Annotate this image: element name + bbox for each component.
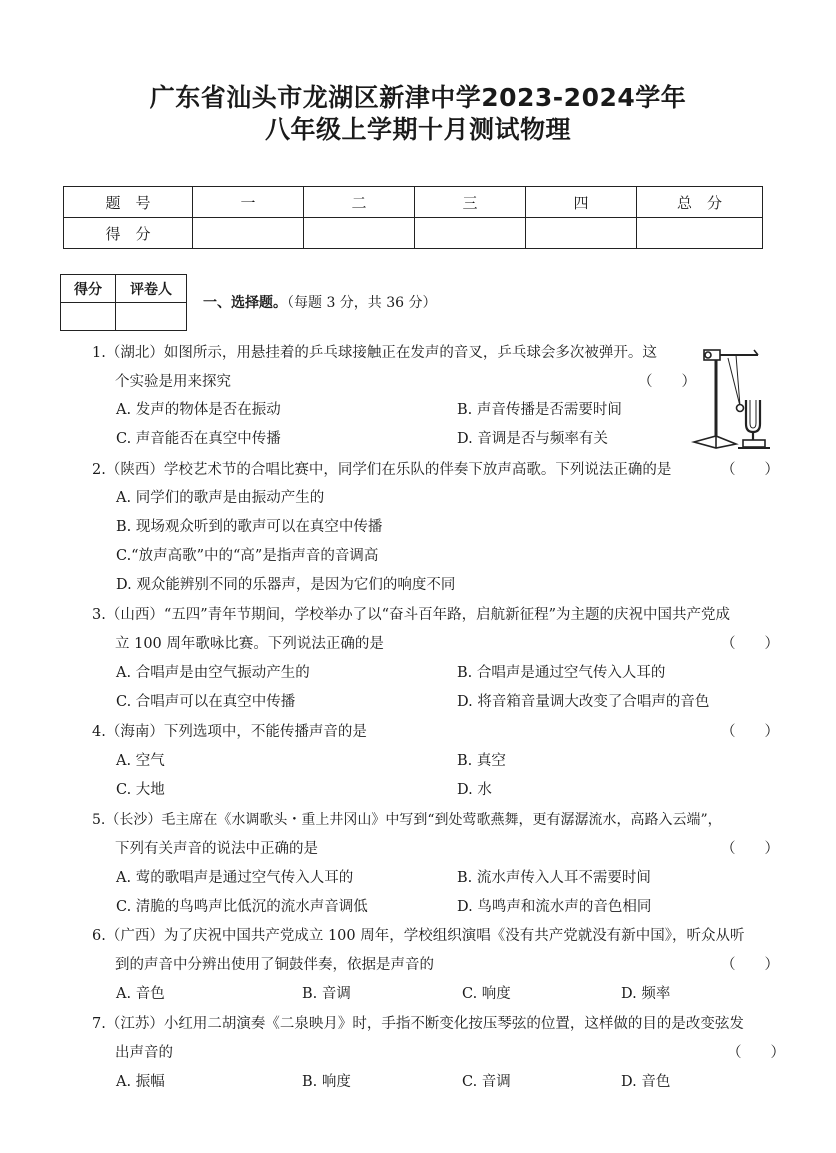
question-5-option-b[interactable]: B. 流水声传入人耳不需要时间: [457, 870, 651, 886]
question-3-option-b[interactable]: B. 合唱声是通过空气传入人耳的: [457, 665, 666, 681]
score-table-header-cell: 题 号: [64, 187, 193, 218]
question-7-option-c[interactable]: C. 音调: [462, 1074, 511, 1090]
score-table-header-cell: 一: [193, 187, 304, 218]
question-1-stem-line-2: 个实验是用来探究: [115, 374, 231, 390]
question-3-option-d[interactable]: D. 将音箱音量调大改变了合唱声的音色: [457, 694, 710, 710]
question-2-stem-line-1: 2.（陕西）学校艺术节的合唱比赛中，同学们在乐队的伴奏下放声高歌。下列说法正确的是: [92, 462, 672, 478]
question-4-stem-line-1: 4.（海南）下列选项中，不能传播声音的是: [92, 724, 367, 740]
question-1-option-c[interactable]: C. 声音能否在真空中传播: [116, 431, 281, 447]
score-entry-cell[interactable]: [637, 218, 763, 249]
tuning-fork-apparatus-figure: [688, 340, 788, 452]
question-4-answer-blank[interactable]: （ ）: [721, 724, 779, 740]
grader-box: [60, 274, 187, 331]
question-5-stem-line-2: 下列有关声音的说法中正确的是: [115, 841, 318, 857]
score-entry-cell[interactable]: [526, 218, 637, 249]
page-title-line-1: 广东省汕头市龙湖区新津中学2023-2024学年: [149, 83, 687, 112]
question-4-option-d[interactable]: D. 水: [457, 782, 492, 798]
score-entry-cell[interactable]: [304, 218, 415, 249]
question-5-option-d[interactable]: D. 鸟鸣声和流水声的音色相同: [457, 899, 652, 915]
question-6-option-b[interactable]: B. 音调: [302, 986, 351, 1002]
question-2-option-d[interactable]: D. 观众能辨别不同的乐器声，是因为它们的响度不同: [116, 577, 456, 593]
grader-box-grader-label: 评卷人: [116, 275, 187, 303]
question-6-option-d[interactable]: D. 频率: [621, 986, 671, 1002]
question-4-option-a[interactable]: A. 空气: [116, 753, 165, 769]
score-table-row-label: 得 分: [64, 218, 193, 249]
score-table-header-cell: 总 分: [637, 187, 763, 218]
question-7-stem-line-2: 出声音的: [115, 1045, 173, 1061]
score-table-header-row: [64, 187, 763, 218]
question-6-stem-line-2: 到的声音中分辨出使用了铜鼓伴奏，依据是声音的: [115, 957, 434, 973]
question-2-option-a[interactable]: A. 同学们的歌声是由振动产生的: [116, 490, 325, 506]
question-5-option-a[interactable]: A. 莺的歌唱声是通过空气传入人耳的: [116, 870, 354, 886]
score-table-header-cell: 二: [304, 187, 415, 218]
grader-box-score-cell[interactable]: [61, 303, 116, 331]
question-6-answer-blank[interactable]: （ ）: [721, 957, 779, 973]
question-5-stem-line-1: 5.（长沙）毛主席在《水调歌头・重上井冈山》中写到“到处莺歌燕舞，更有潺潺流水，高路入云端”，: [92, 812, 722, 828]
question-5-answer-blank[interactable]: （ ）: [721, 841, 779, 857]
section-heading: [203, 292, 437, 312]
score-entry-cell[interactable]: [415, 218, 526, 249]
grader-box-score-label: 得分: [61, 275, 116, 303]
score-table-header-cell: 四: [526, 187, 637, 218]
question-6-option-a[interactable]: A. 音色: [116, 986, 165, 1002]
score-entry-cell[interactable]: [193, 218, 304, 249]
score-table: [63, 186, 763, 249]
question-3-stem-line-2: 立 100 周年歌咏比赛。下列说法正确的是: [115, 636, 384, 652]
question-3-stem-line-1: 3.（山西）“五四”青年节期间，学校举办了以“奋斗百年路，启航新征程”为主题的庆祝中国共产党成: [92, 607, 730, 623]
question-6-stem-line-1: 6.（广西）为了庆祝中国共产党成立 100 周年，学校组织演唱《没有共产党就没有新中国》，听众从听: [92, 928, 745, 944]
question-3-answer-blank[interactable]: （ ）: [721, 636, 779, 652]
question-7-option-a[interactable]: A. 振幅: [116, 1074, 165, 1090]
question-7-stem-line-1: 7.（江苏）小红用二胡演奏《二泉映月》时，手指不断变化按压琴弦的位置，这样做的目的是改变弦发: [92, 1016, 744, 1032]
question-1-stem-line-1: 1.（湖北）如图所示，用悬挂着的乒乓球接触正在发声的音叉，乒乓球会多次被弹开。这: [92, 345, 657, 361]
section-name: 一、选择题。: [203, 295, 287, 311]
question-4-option-b[interactable]: B. 真空: [457, 753, 506, 769]
question-4-option-c[interactable]: C. 大地: [116, 782, 165, 798]
question-3-option-c[interactable]: C. 合唱声可以在真空中传播: [116, 694, 296, 710]
question-6-option-c[interactable]: C. 响度: [462, 986, 511, 1002]
question-7-option-d[interactable]: D. 音色: [621, 1074, 671, 1090]
question-1-option-a[interactable]: A. 发声的物体是否在振动: [116, 402, 281, 418]
page-title-line-2: 八年级上学期十月测试物理: [264, 115, 571, 144]
question-1-option-b[interactable]: B. 声音传播是否需要时间: [457, 402, 622, 418]
question-5-option-c[interactable]: C. 清脆的鸟鸣声比低沉的流水声音调低: [116, 899, 368, 915]
question-2-answer-blank[interactable]: （ ）: [721, 462, 779, 478]
question-7-option-b[interactable]: B. 响度: [302, 1074, 351, 1090]
question-3-option-a[interactable]: A. 合唱声是由空气振动产生的: [116, 665, 310, 681]
question-7-answer-blank[interactable]: （ ）: [727, 1045, 785, 1061]
score-table-header-cell: 三: [415, 187, 526, 218]
score-table-score-row: [64, 218, 763, 249]
question-2-option-c[interactable]: C.“放声高歌”中的“高”是指声音的音调高: [116, 548, 379, 564]
question-2-option-b[interactable]: B. 现场观众听到的歌声可以在真空中传播: [116, 519, 383, 535]
grader-box-grader-cell[interactable]: [116, 303, 187, 331]
question-1-answer-blank[interactable]: （ ）: [638, 374, 696, 390]
section-note: （每题 3 分，共 36 分）: [287, 295, 437, 311]
question-1-option-d[interactable]: D. 音调是否与频率有关: [457, 431, 608, 447]
